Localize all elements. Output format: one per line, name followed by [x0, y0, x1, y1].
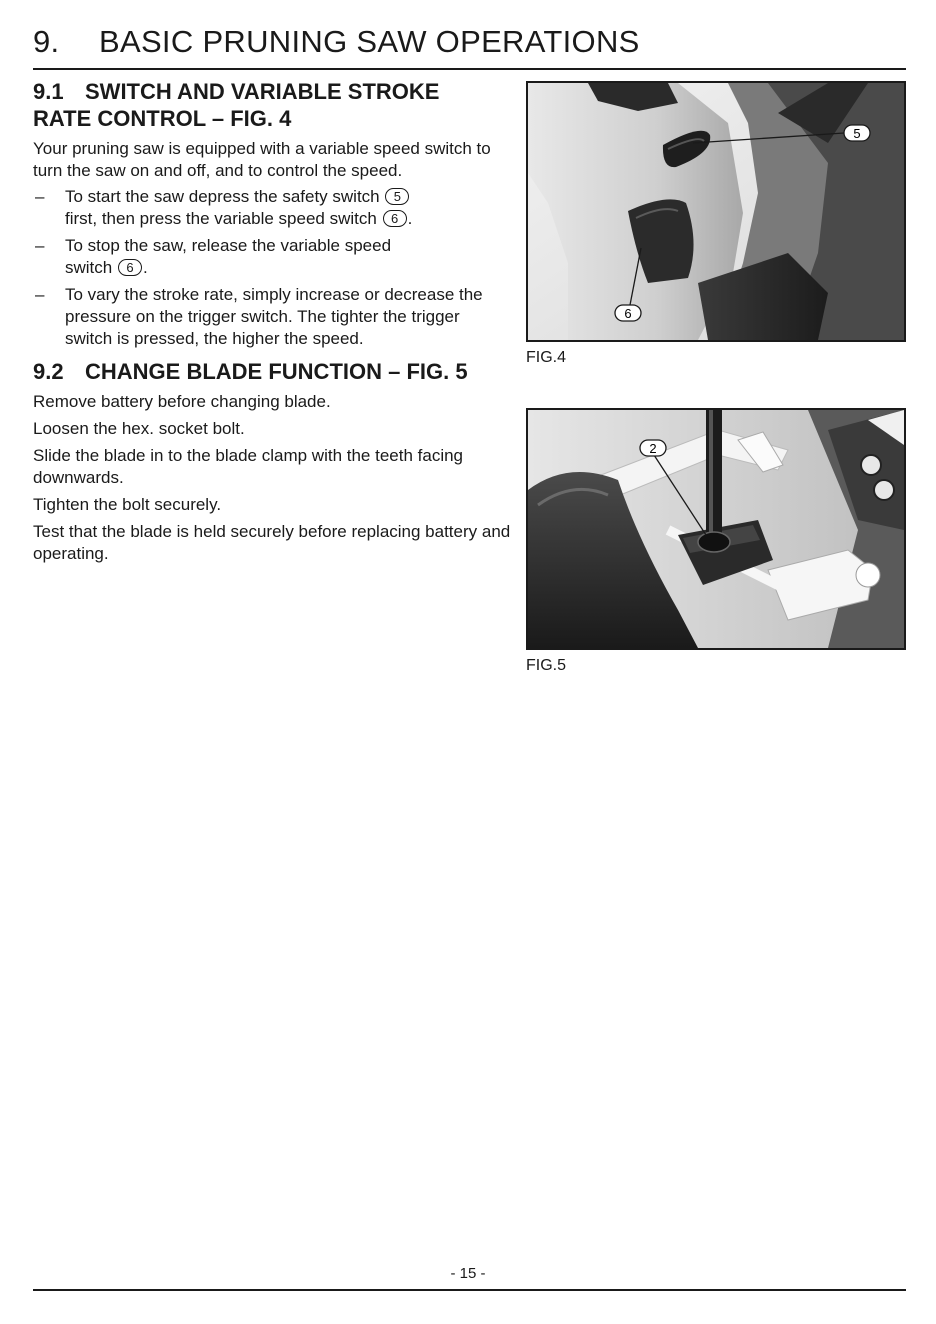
bullet-punct: .: [142, 258, 148, 277]
section-title-line2: RATE CONTROL – FIG. 4: [33, 106, 292, 131]
callout-ref: 6: [383, 210, 407, 227]
section-heading: [33, 78, 511, 132]
callout-label: 5: [853, 126, 861, 141]
bullet-text: first, then press the variable speed switch: [65, 209, 377, 228]
callout-ref: 6: [118, 259, 142, 276]
section-9-2: [33, 358, 511, 565]
step-text: Test that the blade is held securely before replacing battery and operating.: [33, 522, 511, 563]
section-9-1: [33, 78, 511, 350]
section-title-line1: SWITCH AND VARIABLE STROKE: [85, 79, 440, 104]
section-title: CHANGE BLADE FUNCTION – FIG. 5: [85, 359, 468, 384]
footer-divider: [33, 1289, 906, 1291]
bullet-list: [33, 186, 511, 350]
saw-handle-illustration: [528, 83, 904, 340]
section-heading: [33, 358, 511, 385]
callout-ref: 5: [385, 188, 409, 205]
bullet-punct: .: [407, 209, 413, 228]
bullet-item: [33, 235, 511, 279]
step-text: Slide the blade in to the blade clamp with the teeth facing downwards.: [33, 446, 464, 487]
text-column: [33, 78, 511, 570]
bullet-text: switch: [65, 258, 113, 277]
bullet-dash: –: [35, 236, 45, 255]
step-text: Loosen the hex. socket bolt.: [33, 419, 245, 438]
chapter-title: BASIC PRUNING SAW OPERATIONS: [99, 24, 640, 59]
section-intro: Your pruning saw is equipped with a variable speed switch to turn the saw on and off, and to control the speed.: [33, 139, 491, 180]
figure-5-photo: [526, 408, 906, 650]
chapter-number: 9.: [33, 24, 60, 59]
page-title: [33, 24, 640, 60]
figure-5-caption: FIG.5: [526, 657, 567, 674]
figure-4-photo: [526, 81, 906, 342]
section-number: 9.1: [33, 79, 64, 104]
title-divider: [33, 68, 906, 70]
step-text: Tighten the bolt securely.: [33, 495, 222, 514]
callout-label: 6: [624, 306, 632, 321]
bullet-item: [33, 284, 511, 350]
blade-clamp-illustration: [528, 410, 904, 648]
step-text: Remove battery before changing blade.: [33, 392, 331, 411]
callout-label: 2: [649, 441, 657, 456]
bullet-text: To stop the saw, release the variable speed: [65, 236, 392, 255]
bullet-dash: –: [35, 285, 45, 304]
bullet-item: [33, 186, 511, 230]
figure-4-caption: FIG.4: [526, 349, 567, 366]
bullet-dash: –: [35, 187, 45, 206]
bullet-text: To vary the stroke rate, simply increase or decrease the pressure on the trigger switch. The tighter the trigger switch is pressed, the higher the speed.: [65, 285, 483, 348]
section-number: 9.2: [33, 359, 64, 384]
bullet-text: To start the saw depress the safety switch: [65, 187, 380, 206]
page-number: - 15 -: [450, 1265, 486, 1282]
